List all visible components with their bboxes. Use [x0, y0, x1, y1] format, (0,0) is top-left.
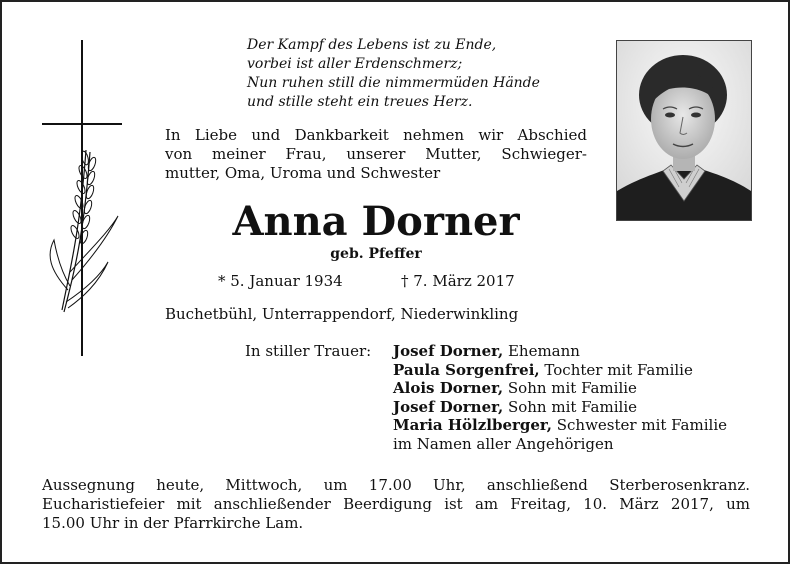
mourner-entry: [393, 398, 727, 417]
intro-text: [165, 126, 587, 183]
poem: [247, 36, 540, 112]
poem-line: und stille steht ein treues Herz.: [247, 94, 473, 110]
mourner-relation: Sohn mit Familie: [507, 397, 637, 416]
portrait-illustration: [617, 41, 751, 220]
poem-line: Der Kampf des Lebens ist zu Ende,: [247, 37, 497, 53]
birth-date: * 5. Januar 1934: [218, 272, 343, 290]
mourner-entry: [393, 416, 727, 435]
maiden-name: geb. Pfeffer: [330, 246, 422, 262]
notice-line: Aussegnung heute, Mittwoch, um 17.00 Uhr, anschließend Sterberosenkranz.: [42, 476, 750, 494]
notice-line: Eucharistiefeier mit anschließender Beerdigung ist am Freitag, 10. März 2017, um: [42, 495, 750, 513]
mourner-entry: [393, 379, 727, 398]
mourner-entry: [393, 361, 727, 380]
mourner-relation: Sohn mit Familie: [507, 379, 637, 397]
mourning-closing: im Namen aller Angehörigen: [393, 434, 614, 453]
mourner-name: Paula Sorgenfrei,: [393, 360, 540, 379]
death-date: † 7. März 2017: [401, 272, 515, 290]
mourner-name: Alois Dorner,: [393, 379, 504, 397]
intro-line: In Liebe und Dankbarkeit nehmen wir Abschied: [165, 126, 587, 144]
mourner-name: Josef Dorner,: [393, 342, 504, 360]
poem-line: Nun ruhen still die nimmermüden Hände: [247, 75, 540, 91]
cross-with-wheat-icon: [40, 40, 130, 358]
mourner-name: Maria Hölzlberger,: [393, 416, 552, 434]
intro-line: mutter, Oma, Uroma und Schwester: [165, 164, 441, 182]
mourners-list: [393, 342, 727, 453]
mourner-relation: Schwester mit Familie: [556, 416, 727, 434]
mourning-label: In stiller Trauer:: [245, 342, 372, 360]
funeral-notice: [42, 476, 750, 533]
intro-line: von meiner Frau, unserer Mutter, Schwieger-: [165, 145, 587, 163]
places: Buchetbühl, Unterrappendorf, Niederwinkling: [165, 305, 519, 323]
notice-line: 15.00 Uhr in der Pfarrkirche Lam.: [42, 514, 304, 532]
mourner-relation: Tochter mit Familie: [544, 360, 693, 379]
mourner-name: Josef Dorner,: [393, 397, 504, 416]
mourner-relation: Ehemann: [507, 342, 580, 360]
deceased-name: Anna Dorner: [232, 198, 520, 245]
portrait-photo: [616, 40, 752, 221]
poem-line: vorbei ist aller Erdenschmerz;: [247, 56, 463, 72]
mourner-entry: [393, 342, 727, 361]
